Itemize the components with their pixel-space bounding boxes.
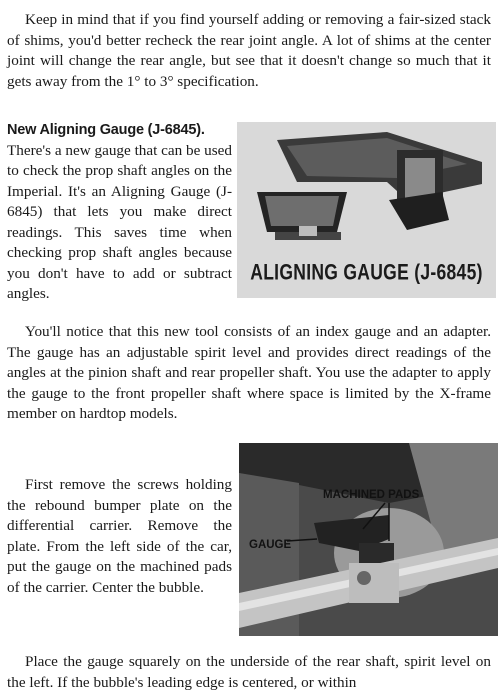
section-aligning-gauge bbox=[7, 120, 232, 305]
paragraph-place-gauge: Place the gauge squarely on the underside of the rear shaft, spirit level on the left. If the bubble's leading edge is centered, or within bbox=[7, 653, 491, 691]
aligning-gauge-photo bbox=[237, 122, 496, 298]
section-heading: New Aligning Gauge (J-6845). bbox=[7, 122, 205, 138]
paragraph-tool-description: You'll notice that this new tool consists of an index gauge and an adapter. The gauge has an adjustable spirit level and provides direct readings of the angles at the pinion shaft and rear propeller shaft. You use the adapter to apply the gauge to the front propeller shaft where space is limited by the X-frame member on hardtop models. bbox=[7, 323, 491, 422]
carrier-photo bbox=[239, 443, 498, 636]
label-gauge: GAUGE bbox=[249, 539, 292, 551]
photo-caption: ALIGNING GAUGE (J-6845) bbox=[250, 259, 483, 285]
paragraph-aligning-gauge: There's a new gauge that can be used to check the prop shaft angles on the Imperial. It's an Aligning Gauge (J-6845) that lets you make direct readings. This saves time when checking prop shaft angles because you don't have to add or subtract angles. bbox=[7, 141, 232, 302]
paragraph-remove-screws: First remove the screws holding the rebound bumper plate on the differential carrier. Remove the plate. From the left side of the car, put the gauge on the machined pads of the carrier. Center the bubble. bbox=[7, 476, 232, 596]
paragraph-shims: Keep in mind that if you find yourself adding or removing a fair-sized stack of shims, you'd better recheck the rear joint angle. A lot of shims at the center joint will change the rear angle, but see that it doesn't change so much that it gets away from the 1° to 3° specification. bbox=[7, 11, 491, 90]
label-machined-pads: MACHINED PADS bbox=[323, 489, 420, 501]
